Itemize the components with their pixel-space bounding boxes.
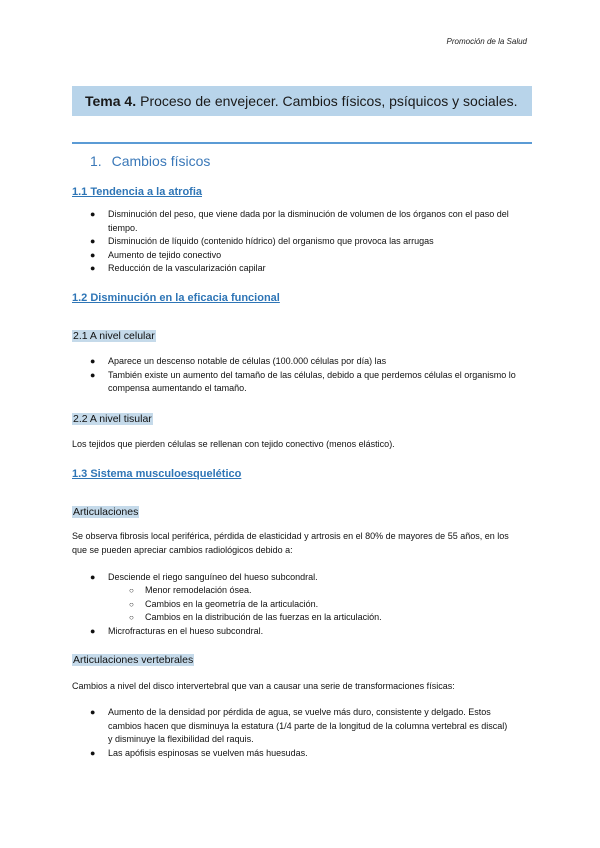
tissue-paragraph: Los tejidos que pierden células se rellenan con tejido conectivo (menos elástico). xyxy=(72,439,395,449)
list-item xyxy=(90,208,528,235)
running-header: Promoción de la Salud xyxy=(446,37,527,46)
list-item-text: Aumento de la densidad por pérdida de agua, se vuelve más duro, consistente y delgado. Estos cambios hacen que disminuya la estatura (1/4 parte de la longitud de la columna vertebral es discal) y disminuye la flexibilidad del raquis. xyxy=(108,707,508,744)
bullet-icon: ● xyxy=(90,236,96,246)
list-item xyxy=(90,706,513,747)
sublist-item xyxy=(129,611,530,625)
title-topic-number: Tema 4. xyxy=(85,93,137,109)
bullet-icon: ● xyxy=(90,626,96,636)
circle-bullet-icon: ○ xyxy=(129,599,134,609)
heading-2-2-wrapper xyxy=(72,409,153,427)
title-text: Proceso de envejecer. Cambios físicos, psíquicos y sociales. xyxy=(140,93,518,109)
bullet-icon: ● xyxy=(90,572,96,582)
joints-paragraph: Se observa fibrosis local periférica, pérdida de elasticidad y artrosis en el 80% de mayores de 55 años, en los que se pueden apreciar cambios radiológicos debido a: xyxy=(72,531,509,555)
sublist-item xyxy=(129,584,530,598)
page-title xyxy=(72,86,532,116)
cellular-list xyxy=(90,355,528,396)
subsection-heading-1-1: 1.1 Tendencia a la atrofia xyxy=(72,186,203,198)
subheading-2-1: 2.1 A nivel celular xyxy=(73,330,155,342)
list-item-text: Cambios en la geometría de la articulación. xyxy=(145,598,319,609)
list-item xyxy=(90,625,528,639)
heading-2-1-wrapper xyxy=(72,326,156,344)
list-item xyxy=(90,571,528,585)
list-item-text: Aparece un descenso notable de células (100.000 células por día) las xyxy=(108,356,387,366)
bullet-icon: ● xyxy=(90,369,96,380)
list-item-text: Cambios en la distribución de las fuerzas en la articulación. xyxy=(145,612,382,622)
list-item xyxy=(90,249,528,263)
heading-vertebral-wrapper xyxy=(72,650,194,668)
joints-sublist xyxy=(129,584,530,625)
list-item-text: Desciende el riego sanguíneo del hueso subcondral. xyxy=(108,572,318,582)
circle-bullet-icon: ○ xyxy=(129,586,134,595)
vertebral-list xyxy=(90,706,513,760)
section-heading xyxy=(90,153,210,169)
list-item xyxy=(90,747,513,761)
bullet-icon: ● xyxy=(90,209,96,219)
bullet-icon: ● xyxy=(90,747,96,758)
section-number: 1. xyxy=(90,153,102,169)
list-item xyxy=(90,369,528,396)
list-item xyxy=(90,262,528,276)
list-item-text: Menor remodelación ósea. xyxy=(145,585,252,595)
title-divider xyxy=(72,142,532,144)
sublist-item xyxy=(129,598,530,612)
bullet-icon: ● xyxy=(90,249,96,260)
circle-bullet-icon: ○ xyxy=(129,613,134,622)
heading-joints-wrapper xyxy=(72,502,139,520)
list-item-text: Reducción de la vascularización capilar xyxy=(108,263,266,273)
list-item-text: También existe un aumento del tamaño de las células, debido a que perdemos células el organismo lo compensa aumentando el tamaño. xyxy=(108,369,516,393)
joints-list-continued xyxy=(90,625,528,639)
subsection-heading-1-3: 1.3 Sistema musculoesquelético xyxy=(72,468,242,480)
vertebral-paragraph: Cambios a nivel del disco intervertebral que van a causar una serie de transformaciones físicas: xyxy=(72,681,455,691)
list-item-text: Aumento de tejido conectivo xyxy=(108,249,222,260)
list-item xyxy=(90,355,528,369)
bullet-icon: ● xyxy=(90,707,96,717)
list-item-text: Microfracturas en el hueso subcondral. xyxy=(108,626,264,636)
section-label: Cambios físicos xyxy=(111,153,211,169)
list-item-text: Las apófisis espinosas se vuelven más huesudas. xyxy=(108,747,308,758)
bullet-icon: ● xyxy=(90,356,96,366)
atrophy-list xyxy=(90,208,528,276)
joints-list xyxy=(90,571,528,585)
subheading-2-2: 2.2 A nivel tisular xyxy=(73,413,152,425)
list-item-text: Disminución de líquido (contenido hídrico) del organismo que provoca las arrugas xyxy=(108,236,434,246)
list-item-text: Disminución del peso, que viene dada por la disminución de volumen de los órganos con el paso del tiempo. xyxy=(108,209,509,233)
subheading-joints: Articulaciones xyxy=(73,506,139,518)
subsection-heading-1-2: 1.2 Disminución en la eficacia funcional xyxy=(72,292,280,304)
bullet-icon: ● xyxy=(90,263,96,273)
list-item xyxy=(90,235,528,249)
subheading-vertebral-joints: Articulaciones vertebrales xyxy=(73,654,194,666)
